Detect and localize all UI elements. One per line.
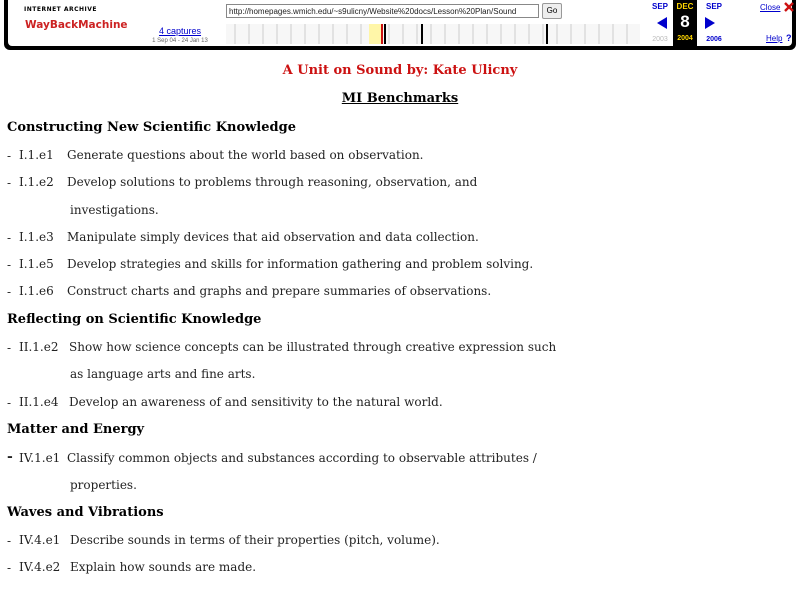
close-link[interactable]: Close [760,3,781,12]
wayback-toolbar [4,0,796,50]
benchmark-code: II.1.e4 [19,395,59,409]
benchmark-text: Describe sounds in terms of their properties (pitch, volume). [70,533,440,547]
capture-sparkline[interactable] [226,24,640,44]
go-button[interactable]: Go [542,3,562,19]
bullet-dash: - [7,176,12,190]
previous-arrow-icon[interactable] [656,17,668,29]
capture-mark [384,24,386,44]
help-link[interactable]: Help [766,34,783,43]
benchmark-code: IV.4.e1 [19,533,61,547]
current-capture [673,0,697,46]
next-month[interactable]: SEP [705,2,722,11]
benchmark-code: I.1.e2 [19,175,54,189]
bullet-dash: - [7,449,13,465]
benchmark-text: Develop solutions to problems through reasoning, observation, and [67,175,478,189]
benchmark-text: Explain how sounds are made. [70,560,257,574]
capture-mark [421,24,423,44]
wayback-logo[interactable] [23,13,128,33]
next-arrow-icon[interactable] [704,17,716,29]
benchmark-code: I.1.e3 [19,230,54,244]
benchmark-code: IV.4.e2 [19,560,61,574]
page-title: A Unit on Sound by: Kate Ulicny [282,63,518,78]
section-heading: Waves and Vibrations [7,505,164,520]
url-input[interactable]: http://homepages.wmich.edu/~s9ulicny/Website%20docs/Lesson%20Plan/Sound [226,4,539,18]
previous-year: 2003 [652,36,668,43]
help-question-icon[interactable]: ? [786,33,792,43]
current-day: 8 [680,12,690,31]
close-icon[interactable] [784,2,794,12]
page-subtitle: MI Benchmarks [341,91,459,106]
bullet-dash: - [7,534,12,548]
bullet-dash: - [7,341,12,355]
sparkline-background [226,24,640,44]
benchmark-text-continued: properties. [70,478,137,492]
wayback-logo-text: WayBackMachine [25,19,128,31]
bullet-dash: - [7,149,12,163]
wayback-toolbar-panel [8,0,792,46]
benchmark-code: I.1.e6 [19,284,54,298]
section-heading: Matter and Energy [7,422,145,437]
benchmark-text: Develop strategies and skills for information gathering and problem solving. [67,257,534,271]
benchmark-code: IV.1.e1 [19,451,61,465]
bullet-dash: - [7,396,12,410]
current-year-highlight [369,24,383,44]
capture-mark-current [381,24,383,44]
benchmark-text: Classify common objects and substances according to observable attributes / [67,451,537,465]
bullet-dash: - [7,285,12,299]
benchmark-text: Generate questions about the world based on observation. [67,148,424,162]
captures-link[interactable]: 4 captures [158,26,202,36]
next-year[interactable]: 2006 [706,36,722,43]
previous-month[interactable]: SEP [651,2,668,11]
bullet-dash: - [7,258,12,272]
current-month: DEC [676,2,694,11]
bullet-dash: - [7,231,12,245]
current-year: 2004 [677,35,693,42]
section-heading: Constructing New Scientific Knowledge [7,120,296,135]
benchmark-text-continued: as language arts and fine arts. [70,367,256,381]
benchmark-text: Show how science concepts can be illustrated through creative expression such [69,340,557,354]
capture-range: 1 Sep 04 - 24 Jan 13 [152,38,208,44]
benchmark-code: II.1.e2 [19,340,59,354]
benchmark-text: Construct charts and graphs and prepare summaries of observations. [67,284,492,298]
benchmark-text: Develop an awareness of and sensitivity to the natural world. [69,395,443,409]
benchmark-code: I.1.e1 [19,148,54,162]
benchmark-text: Manipulate simply devices that aid observation and data collection. [67,230,479,244]
section-heading: Reflecting on Scientific Knowledge [7,312,262,327]
benchmark-text-continued: investigations. [70,203,159,217]
capture-mark [546,24,548,44]
bullet-dash: - [7,561,12,575]
benchmark-code: I.1.e5 [19,257,54,271]
internet-archive-label: INTERNET ARCHIVE [24,6,98,13]
